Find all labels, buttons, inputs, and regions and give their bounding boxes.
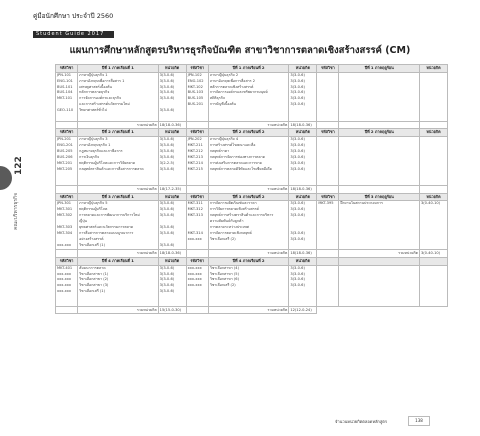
- course-credit: 3(3-0-6): [159, 213, 175, 218]
- total-credits: 18(18-0-36): [158, 250, 186, 258]
- course-credit: 3(3-0-6): [159, 230, 175, 235]
- course-names: [208, 72, 289, 121]
- semester-title: ปีที่ 4 ภาคเรียนที่ 2: [208, 257, 289, 265]
- course-credits: [289, 137, 317, 186]
- course-code: ENG-201: [57, 142, 73, 147]
- semester-title: ปีที่ 2 ภาคเรียนที่ 2: [208, 129, 289, 137]
- course-credit: 3(3-0-6): [159, 166, 175, 171]
- semester-title: ปีที่ 1 ภาคเรียนที่ 2: [208, 65, 289, 73]
- course-name: การตลาดระหว่างประเทศ: [209, 224, 249, 229]
- total-label: รวมหน่วยกิต: [78, 306, 159, 314]
- course-code: MKT-303: [57, 224, 73, 229]
- course-code: xxx-xxx: [57, 242, 72, 247]
- course-credit: 3(3-0-6): [290, 230, 305, 235]
- credit-header: หน่วยกิต: [158, 65, 186, 73]
- course-names: [78, 137, 159, 186]
- total-row: [56, 186, 448, 194]
- course-code: MKT-304: [57, 230, 73, 235]
- course-credit: 3(3-0-6): [159, 224, 175, 229]
- course-code-header: รหัสวิชา: [56, 193, 78, 201]
- course-code: MKT-311: [187, 201, 203, 206]
- course-name: กลยุทธ์การสร้างตราสินค้าและการบริหาร: [209, 213, 274, 218]
- semester-title: ปีที่ 3 ภาคเรียนที่ 1: [78, 193, 159, 201]
- course-name: กลยุทธ์ตราสินค้าและการสื่อสารการตลาด: [79, 166, 144, 171]
- course-name: การบัญชีเบื้องต้น: [209, 102, 236, 107]
- total-credits-value: 138: [408, 416, 430, 426]
- course-name: หลักการตลาดเชิงสร้างสรรค์: [209, 84, 254, 89]
- course-row: [56, 137, 448, 186]
- course-row: [56, 265, 448, 306]
- course-code: BUS-206: [57, 154, 73, 159]
- course-credit: 3(3-0-6): [290, 90, 305, 95]
- course-credits: [289, 265, 317, 306]
- course-code: BUS-205: [57, 148, 73, 153]
- course-credit: 3(3-0-6): [159, 201, 175, 206]
- course-name: การสร้างสรรค์โฆษณาและสื่อ: [209, 142, 256, 147]
- page-number: 122: [14, 156, 24, 175]
- course-name: พฤติกรรมผู้บริโภคและการวิจัยตลาด: [79, 160, 136, 165]
- course-code: ENG-101: [57, 78, 73, 83]
- course-code: JPN-202: [187, 137, 202, 142]
- course-credit: 3(3-0-6): [159, 289, 175, 294]
- side-vertical-text: คณะบริหารธุรกิจ: [13, 192, 19, 230]
- credit-header: หน่วยกิต: [158, 193, 186, 201]
- course-name: ภาษาญี่ปุ่นธุรกิจ 5: [79, 201, 108, 206]
- course-name: ฝึกงานในสถานประกอบการ: [340, 201, 383, 206]
- course-name: ความสัมพันธ์กับลูกค้า: [209, 219, 244, 224]
- course-credit: 3(3-0-6): [290, 207, 305, 212]
- course-credit: 3(3-0-6): [159, 271, 175, 276]
- semester-title: ปีที่ 1 ภาคฤดูร้อน: [339, 65, 420, 73]
- course-name: ยุทธศาสตร์และนวัตกรรมการตลาด: [79, 224, 134, 229]
- course-credit: 3(3-0-6): [159, 283, 175, 288]
- course-code: MKT-201: [57, 160, 73, 165]
- course-code-header: รหัสวิชา: [317, 129, 339, 137]
- total-credits: [419, 306, 447, 314]
- course-credit: 3(3-0-6): [290, 265, 305, 270]
- course-credits: [289, 72, 317, 121]
- guide-header: [33, 12, 114, 39]
- course-codes: [317, 201, 339, 250]
- credit-header: หน่วยกิต: [289, 65, 317, 73]
- course-name: การจัดการองค์กรและธุรกิจ: [79, 96, 122, 101]
- course-code: JPN-102: [187, 72, 202, 77]
- course-credit: 3(3-0-6): [159, 242, 175, 247]
- course-name: ภาษาอังกฤษเพื่อการสื่อสาร 2: [209, 78, 256, 83]
- total-label: รวมหน่วยกิต: [78, 250, 159, 258]
- course-name: วิชาเลือกสาขา (5): [209, 271, 239, 276]
- total-row: [56, 306, 448, 314]
- course-codes: [186, 265, 208, 306]
- credit-header: หน่วยกิต: [289, 257, 317, 265]
- semester-header-row: [56, 129, 448, 137]
- course-code: MKT-205: [57, 166, 73, 171]
- course-code: MKT-312: [187, 207, 203, 212]
- side-tab: [0, 166, 12, 190]
- course-code: JPN-301: [57, 201, 72, 206]
- semester-header-row: [56, 65, 448, 73]
- course-name: การจัดการผลิตภัณฑ์และราคา: [209, 201, 257, 206]
- course-name: สถิติธุรกิจ: [209, 96, 225, 101]
- credit-header: หน่วยกิต: [289, 193, 317, 201]
- credit-header: หน่วยกิต: [289, 129, 317, 137]
- course-code: xxx-xxx: [187, 271, 202, 276]
- empty-cell: [419, 257, 447, 265]
- course-names: [78, 201, 159, 250]
- course-codes: [317, 137, 339, 186]
- course-credit: 3(3-0-6): [290, 96, 305, 101]
- course-codes: [56, 201, 78, 250]
- total-credits: 18(18-0-36): [289, 186, 317, 194]
- semester-header-row: [56, 257, 448, 265]
- credit-header: หน่วยกิต: [158, 257, 186, 265]
- course-name: ญี่ปุ่น: [79, 219, 87, 224]
- total-label: [339, 306, 420, 314]
- empty-cell: [186, 306, 208, 314]
- course-credit: 3(3-0-6): [159, 137, 175, 142]
- course-credit: 3(3-0-6): [159, 90, 175, 95]
- semester-title: ปีที่ 3 ภาคเรียนที่ 2: [208, 193, 289, 201]
- course-credit: 3(3-0-6): [159, 148, 175, 153]
- course-name: พฤติกรรมผู้บริโภค: [79, 207, 108, 212]
- course-codes: [186, 72, 208, 121]
- course-code: xxx-xxx: [187, 277, 202, 282]
- course-code: BUS-101: [57, 84, 73, 89]
- course-credits: [419, 72, 447, 121]
- course-credit: 3(3-0-6): [159, 96, 175, 101]
- empty-cell: [186, 186, 208, 194]
- course-code: MKT-101: [57, 96, 73, 101]
- course-code: GEO-110: [57, 108, 74, 113]
- course-credit: 3(3-0-6): [290, 142, 305, 147]
- course-code: xxx-xxx: [187, 283, 202, 288]
- empty-cell: [317, 121, 339, 129]
- course-code: ENG-102: [187, 78, 204, 83]
- total-label: รวมหน่วยกิต: [78, 186, 159, 194]
- total-credits: 3(0-40-10): [419, 250, 447, 258]
- course-credits: [158, 137, 186, 186]
- course-names: [208, 137, 289, 186]
- course-code: BUS-105: [187, 96, 204, 101]
- course-name: วิชาเลือกสาขา (2): [79, 277, 109, 282]
- empty-cell: [56, 306, 78, 314]
- course-names: [78, 265, 159, 306]
- course-code: JPN-101: [57, 72, 72, 77]
- course-name: ภาษาญี่ปุ่นธุรกิจ 1: [79, 72, 108, 77]
- course-credits: [158, 201, 186, 250]
- course-credit: 3(3-0-6): [159, 154, 175, 159]
- course-credit: 3(3-0-6): [290, 277, 305, 282]
- course-code: xxx-xxx: [57, 271, 72, 276]
- course-name: การจัดการตลาดเชิงกลยุทธ์: [209, 230, 252, 235]
- course-codes: [317, 72, 339, 121]
- course-credit: 3(3-0-6): [159, 108, 175, 113]
- course-code-header: รหัสวิชา: [317, 65, 339, 73]
- course-code: BUS-201: [187, 102, 204, 107]
- total-label: รวมหน่วยกิต: [208, 250, 289, 258]
- semester-header-row: [56, 193, 448, 201]
- course-name: วิชาเลือกเสรี (2): [209, 236, 236, 241]
- course-credit: 3(3-0-6): [290, 213, 305, 218]
- total-row: [56, 121, 448, 129]
- course-code: xxx-xxx: [57, 289, 72, 294]
- study-plan-table: [55, 64, 448, 314]
- course-credits: [419, 137, 447, 186]
- course-credit: 3(3-0-6): [159, 78, 175, 83]
- semester-title: ปีที่ 2 ภาคฤดูร้อน: [339, 129, 420, 137]
- credit-header: หน่วยกิต: [158, 129, 186, 137]
- total-label: รวมหน่วยกิต: [208, 306, 289, 314]
- empty-cell: [317, 306, 339, 314]
- course-code-header: รหัสวิชา: [186, 257, 208, 265]
- course-codes: [56, 72, 78, 121]
- empty-cell: [186, 250, 208, 258]
- course-code-header: รหัสวิชา: [186, 129, 208, 137]
- course-credit: 3(2-2-5): [159, 160, 175, 165]
- course-codes: [186, 137, 208, 186]
- course-name: การตลาดและการพัฒนาการบริการใหม่: [79, 213, 140, 218]
- total-row: [56, 250, 448, 258]
- course-name: ภาษาอังกฤษธุรกิจ 1: [79, 142, 111, 147]
- course-code-header: รหัสวิชา: [317, 193, 339, 201]
- course-names: [339, 72, 420, 121]
- empty-cell: [186, 121, 208, 129]
- total-label: รวมหน่วยกิต: [208, 186, 289, 194]
- course-code: MKT-102: [187, 84, 203, 89]
- course-codes: [56, 265, 78, 306]
- course-name: การจัดการองค์กรและทรัพยากรมนุษย์: [209, 90, 268, 95]
- course-name: วิชาเลือกสาขา (4): [209, 265, 239, 270]
- course-code: MKT-215: [187, 166, 203, 171]
- course-credit: 3(3-0-6): [290, 84, 305, 89]
- course-credits: [158, 265, 186, 306]
- course-name: วิชาเลือกเสรี (2): [209, 283, 236, 288]
- course-credit: 3(3-0-6): [159, 277, 175, 282]
- course-name: การเงินธุรกิจ: [79, 154, 100, 159]
- course-code: BUS-104: [57, 90, 73, 95]
- course-code-header: รหัสวิชา: [186, 65, 208, 73]
- course-credit: 3(3-0-6): [290, 148, 305, 153]
- course-code: MKT-395: [318, 201, 334, 206]
- credit-header: หน่วยกิต: [419, 193, 447, 201]
- course-credit: 3(3-0-6): [290, 283, 305, 288]
- course-codes: [186, 201, 208, 250]
- course-credit: 3(3-0-6): [159, 84, 175, 89]
- course-code-header: รหัสวิชา: [56, 65, 78, 73]
- total-credits: [419, 186, 447, 194]
- total-label: รวมหน่วยกิต: [208, 121, 289, 129]
- course-code: MKT-314: [187, 230, 203, 235]
- course-name: วิชาเลือกเสรี (1): [79, 289, 105, 294]
- course-name: วิชาเลือกสาขา (6): [209, 277, 239, 282]
- course-credit: 3(3-0-6): [290, 236, 305, 241]
- total-credits: [419, 121, 447, 129]
- course-credits: [289, 201, 317, 250]
- course-names: [208, 265, 289, 306]
- empty-cell: [317, 265, 339, 306]
- course-name: เศรษฐศาสตร์เบื้องต้น: [79, 84, 112, 89]
- course-code: xxx-xxx: [187, 236, 202, 241]
- credit-header: หน่วยกิต: [419, 129, 447, 137]
- empty-cell: [339, 257, 420, 265]
- empty-cell: [56, 250, 78, 258]
- course-code: MKT-301: [57, 207, 73, 212]
- semester-title: ปีที่ 3 ภาคฤดูร้อน: [339, 193, 420, 201]
- course-name: การส่งเสริมการตลาดและการขาย: [209, 160, 262, 165]
- course-codes: [56, 137, 78, 186]
- course-name: สัมมนาการตลาด: [79, 265, 106, 270]
- course-credit: 3(3-0-6): [290, 201, 305, 206]
- course-credit: 3(0-40-10): [420, 201, 441, 206]
- course-code: MKT-214: [187, 160, 203, 165]
- course-name: ภาษาอังกฤษเพื่อการสื่อสาร 1: [79, 78, 125, 83]
- course-code-header: รหัสวิชา: [186, 193, 208, 201]
- course-credit: 3(3-0-6): [290, 271, 305, 276]
- course-names: [78, 72, 159, 121]
- course-code: MKT-401: [57, 265, 73, 270]
- course-name: กลยุทธ์การจัดการช่องทางการตลาด: [209, 154, 266, 159]
- course-names: [339, 137, 420, 186]
- course-name: วิทยาศาสตร์ทั่วไป: [79, 108, 107, 113]
- total-label: [339, 186, 420, 194]
- empty-cell: [56, 121, 78, 129]
- course-credit: 3(3-0-6): [290, 102, 305, 107]
- course-name: กลยุทธ์การตลาดดิจิทัลและโซเชียลมีเดีย: [209, 166, 272, 171]
- course-code: MKT-302: [57, 213, 73, 218]
- course-name: วิชาเลือกสาขา (3): [79, 283, 109, 288]
- course-code: xxx-xxx: [187, 265, 202, 270]
- course-name: อย่างสร้างสรรค์: [79, 236, 104, 241]
- course-name: วิชาเลือกสาขา (1): [79, 271, 109, 276]
- total-label: [339, 121, 420, 129]
- total-credits: 18(17-2-35): [158, 186, 186, 194]
- empty-cell: [56, 186, 78, 194]
- total-credits: 18(18-0-36): [289, 250, 317, 258]
- semester-title: ปีที่ 2 ภาคเรียนที่ 1: [78, 129, 159, 137]
- guide-subtitle: Student Guide 2017: [33, 31, 114, 38]
- total-credits: 12(12-0-24): [289, 306, 317, 314]
- course-row: [56, 201, 448, 250]
- empty-cell: [317, 186, 339, 194]
- course-name: ภาษาญี่ปุ่นธุรกิจ 3: [79, 137, 108, 142]
- course-credit: 3(3-0-6): [290, 72, 305, 77]
- course-credit: 3(3-0-6): [159, 72, 175, 77]
- course-name: การสื่อสารการตลาดแบบบูรณาการ: [79, 230, 134, 235]
- semester-title: ปีที่ 4 ภาคเรียนที่ 1: [78, 257, 159, 265]
- empty-cell: [419, 265, 447, 306]
- total-credits: 18(18-0-36): [289, 121, 317, 129]
- course-names: [208, 201, 289, 250]
- course-credit: 3(3-0-6): [290, 78, 305, 83]
- course-names: [339, 201, 420, 250]
- course-credit: 3(3-0-6): [159, 142, 175, 147]
- page-title: แผนการศึกษาหลักสูตรบริหารธุรกิจบัณฑิต สาขาวิชาการตลาดเชิงสร้างสรรค์ (CM): [69, 45, 411, 56]
- course-credit: 3(3-0-6): [159, 207, 175, 212]
- course-code: JPN-201: [57, 137, 72, 142]
- course-name: ภาษาญี่ปุ่นธุรกิจ 2: [209, 72, 239, 77]
- course-credits: [419, 201, 447, 250]
- course-code: xxx-xxx: [57, 277, 72, 282]
- course-code: BUS-103: [187, 90, 204, 95]
- credit-header: หน่วยกิต: [419, 65, 447, 73]
- course-name: หลักการตลาดธุรกิจ: [79, 90, 110, 95]
- course-code: MKT-313: [187, 213, 203, 218]
- course-name: กลยุทธ์ราคา: [209, 148, 230, 153]
- course-row: [56, 72, 448, 121]
- total-label: รวมหน่วยกิต: [339, 250, 420, 258]
- total-credits: 15(15-0-30): [158, 306, 186, 314]
- course-credit: 3(3-0-6): [290, 160, 305, 165]
- total-label: รวมหน่วยกิต: [78, 121, 159, 129]
- course-name: ภาษาญี่ปุ่นธุรกิจ 4: [209, 137, 239, 142]
- course-name: วิชาเลือกเสรี (1): [79, 242, 105, 247]
- guide-title: คู่มือนักศึกษา ประจำปี 2560: [33, 12, 114, 20]
- course-code: MKT-213: [187, 154, 203, 159]
- course-code: xxx-xxx: [57, 283, 72, 288]
- course-code-header: รหัสวิชา: [56, 129, 78, 137]
- semester-title: ปีที่ 1 ภาคเรียนที่ 1: [78, 65, 159, 73]
- course-credits: [158, 72, 186, 121]
- course-code-header: รหัสวิชา: [56, 257, 78, 265]
- empty-cell: [317, 257, 339, 265]
- course-name: และการสร้างสรรค์นวัตกรรมใหม่: [79, 102, 130, 107]
- course-credit: 3(3-0-6): [290, 166, 305, 171]
- course-credit: 3(3-0-6): [290, 137, 305, 142]
- course-name: กฎหมายธุรกิจและภาษีอากร: [79, 148, 123, 153]
- empty-cell: [339, 265, 420, 306]
- total-credits: 18(18-0-36): [158, 121, 186, 129]
- empty-cell: [317, 250, 339, 258]
- course-credit: 3(3-0-6): [290, 154, 305, 159]
- course-code: MKT-212: [187, 148, 203, 153]
- total-credits-label: จำนวนหน่วยกิตตลอดหลักสูตร: [335, 419, 388, 424]
- course-name: การวิจัยการตลาดเชิงสร้างสรรค์: [209, 207, 259, 212]
- course-code: MKT-211: [187, 142, 203, 147]
- course-credit: 3(3-0-6): [159, 265, 175, 270]
